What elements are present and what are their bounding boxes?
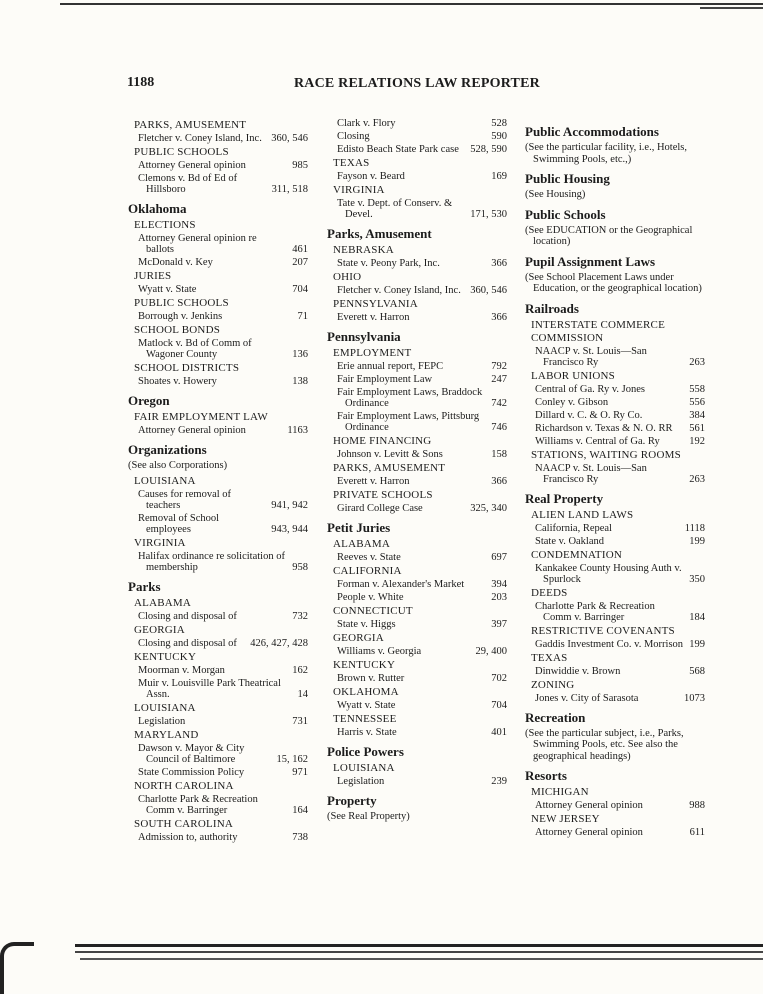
case-name: Legislation <box>337 776 385 787</box>
case-pages: 792 <box>491 361 507 372</box>
section-heading: Oregon <box>128 393 170 408</box>
case-name: Conley v. Gibson <box>535 396 609 408</box>
section-heading: Resorts <box>525 768 567 783</box>
case-entry <box>337 118 507 129</box>
case-pages: 15, 162 <box>276 753 308 765</box>
subheading: CONNECTICUT <box>333 605 413 617</box>
case-name: Wyatt v. State <box>337 700 396 711</box>
case-entry <box>138 794 308 816</box>
case-entry <box>138 489 308 511</box>
case-pages: 71 <box>297 311 308 322</box>
case-entry <box>337 449 507 460</box>
case-name: California, Repeal <box>535 522 612 534</box>
case-pages: 247 <box>491 374 507 385</box>
case-pages: 384 <box>689 409 705 421</box>
case-entry <box>138 160 308 171</box>
subheading: TEXAS <box>531 651 568 664</box>
case-entry <box>337 579 507 590</box>
case-entry <box>535 563 705 585</box>
case-name: Brown v. Rutter <box>337 673 405 684</box>
case-name: Attorney General opinion re ballots <box>138 233 257 255</box>
subheading: PARKS, AMUSEMENT <box>134 119 247 131</box>
subheading: JURIES <box>134 270 172 282</box>
case-pages: 184 <box>689 611 705 623</box>
case-entry <box>138 173 308 195</box>
case-entry <box>138 551 308 573</box>
case-pages: 461 <box>292 244 308 255</box>
subheading: PUBLIC SCHOOLS <box>134 297 229 309</box>
binder-clip-edge <box>0 942 34 994</box>
case-name: Fair Employment Law <box>337 374 433 385</box>
top-rule-short <box>700 7 763 9</box>
case-pages: 350 <box>689 573 705 585</box>
case-entry <box>337 619 507 630</box>
case-name: Clemons v. Bd of Ed of Hillsboro <box>138 173 238 195</box>
case-entry <box>138 284 308 295</box>
subheading: PENNSYLVANIA <box>333 298 418 310</box>
case-name: Williams v. Central of Ga. Ry <box>535 435 660 447</box>
case-entry <box>337 646 507 657</box>
case-entry <box>337 411 507 433</box>
case-entry <box>337 312 507 323</box>
subheading: ELECTIONS <box>134 219 196 231</box>
subheading: EMPLOYMENT <box>333 347 412 359</box>
case-pages: 325, 340 <box>470 503 507 514</box>
case-name: Attorney General opinion <box>138 425 246 436</box>
case-entry <box>337 700 507 711</box>
section-heading: Public Accommodations <box>525 124 659 139</box>
case-entry <box>337 552 507 563</box>
case-entry <box>535 436 705 447</box>
subheading: LABOR UNIONS <box>531 369 615 382</box>
case-pages: 988 <box>689 800 705 811</box>
case-name: Kankakee County Housing Auth v. Spurlock <box>535 562 682 585</box>
case-pages: 203 <box>491 592 507 603</box>
case-entry <box>337 258 507 269</box>
case-entry <box>535 827 705 838</box>
section-heading: Public Housing <box>525 171 610 186</box>
case-pages: 985 <box>292 160 308 171</box>
subheading: ALIEN LAND LAWS <box>531 508 634 521</box>
case-name: NAACP v. St. Louis—San Francisco Ry <box>535 462 647 485</box>
subheading: LOUISIANA <box>134 701 196 714</box>
case-pages: 169 <box>491 171 507 182</box>
case-entry <box>535 639 705 650</box>
case-entry <box>138 425 308 436</box>
bottom-rule-3 <box>80 958 763 960</box>
case-pages: 742 <box>491 398 507 409</box>
case-name: Closing <box>337 131 370 142</box>
case-name: Attorney General opinion <box>535 800 643 811</box>
subheading: PARKS, AMUSEMENT <box>333 462 446 474</box>
case-entry <box>337 503 507 514</box>
case-pages: 528, 590 <box>470 144 507 155</box>
case-pages: 1118 <box>684 522 705 534</box>
case-pages: 171, 530 <box>470 209 507 220</box>
case-entry <box>138 611 308 622</box>
case-entry <box>337 171 507 182</box>
case-name: State v. Higgs <box>337 619 396 630</box>
case-entry <box>138 338 308 360</box>
case-pages: 397 <box>491 619 507 630</box>
case-name: Tate v. Dept. of Conserv. & Devel. <box>337 198 453 220</box>
subheading: CALIFORNIA <box>333 565 402 577</box>
subheading: KENTUCKY <box>134 650 197 663</box>
case-pages: 1163 <box>287 425 308 436</box>
case-entry <box>535 384 705 395</box>
bottom-rule <box>75 944 763 947</box>
case-name: Dinwiddie v. Brown <box>535 665 621 677</box>
case-name: Closing and disposal of <box>138 637 237 649</box>
case-name: McDonald v. Key <box>138 257 213 268</box>
case-name: Attorney General opinion <box>535 827 643 838</box>
section-heading: Police Powers <box>327 744 404 759</box>
case-entry <box>138 767 308 778</box>
subheading: GEORGIA <box>134 623 185 636</box>
case-pages: 29, 400 <box>475 646 507 657</box>
case-pages: 360, 546 <box>470 285 507 296</box>
case-entry <box>535 397 705 408</box>
case-entry <box>535 800 705 811</box>
case-entry <box>138 743 308 765</box>
case-pages: 528 <box>491 118 507 129</box>
case-name: Causes for removal of teachers <box>138 488 232 511</box>
section-heading: Parks <box>128 578 161 594</box>
subheading: TENNESSEE <box>333 713 397 725</box>
case-pages: 192 <box>689 435 705 447</box>
case-name: Fair Employment Laws, Pittsburg Ordinance <box>337 411 480 433</box>
page-number: 1188 <box>127 75 155 90</box>
case-name: Fayson v. Beard <box>337 171 405 182</box>
section-heading: Petit Juries <box>327 520 391 535</box>
case-pages: 14 <box>297 688 308 700</box>
case-entry <box>535 693 705 704</box>
case-entry <box>535 423 705 434</box>
subheading: NEBRASKA <box>333 244 394 256</box>
case-name: Fletcher v. Coney Island, Inc. <box>138 133 262 144</box>
cross-reference-note: (See Real Property) <box>327 811 410 822</box>
case-entry <box>535 523 705 534</box>
index-column-1 <box>128 118 308 845</box>
index-column-2 <box>327 118 507 826</box>
case-pages: 426, 427, 428 <box>250 637 308 649</box>
case-pages: 207 <box>292 257 308 268</box>
case-entry <box>337 198 507 220</box>
case-name: Central of Ga. Ry v. Jones <box>535 383 646 395</box>
case-entry <box>138 311 308 322</box>
case-name: State v. Oakland <box>535 535 605 547</box>
subheading: TEXAS <box>333 157 370 169</box>
case-pages: 138 <box>292 376 308 387</box>
section-heading: Pupil Assignment Laws <box>525 253 656 269</box>
case-pages: 556 <box>689 396 705 408</box>
section-heading: Property <box>327 793 377 808</box>
case-pages: 738 <box>292 831 308 843</box>
case-entry <box>337 673 507 684</box>
case-entry <box>337 387 507 409</box>
case-pages: 941, 942 <box>271 499 308 511</box>
case-name: Richardson v. Texas & N. O. RR <box>535 422 673 434</box>
case-name: Everett v. Harron <box>337 476 410 487</box>
subheading: ALABAMA <box>333 538 391 550</box>
subheading: RESTRICTIVE COVENANTS <box>531 624 675 637</box>
case-entry <box>337 592 507 603</box>
case-entry <box>535 410 705 421</box>
case-pages: 568 <box>689 665 705 677</box>
case-entry <box>138 638 308 649</box>
case-pages: 366 <box>491 258 507 269</box>
subheading: FAIR EMPLOYMENT LAW <box>134 411 268 423</box>
section-heading: Recreation <box>525 709 586 725</box>
case-pages: 263 <box>689 473 705 485</box>
subheading: NORTH CAROLINA <box>134 779 234 792</box>
case-entry <box>337 285 507 296</box>
subheading: HOME FINANCING <box>333 435 432 447</box>
subheading: VIRGINIA <box>134 536 186 549</box>
case-name: Forman v. Alexander's Market <box>337 579 465 590</box>
section-heading: Railroads <box>525 300 579 316</box>
section-heading: Public Schools <box>525 206 606 222</box>
subheading: VIRGINIA <box>333 184 385 196</box>
case-name: Shoates v. Howery <box>138 376 217 387</box>
case-name: Charlotte Park & Recreation Comm v. Barringer <box>535 600 655 623</box>
case-entry <box>337 131 507 142</box>
cross-reference-note: (See School Placement Laws under Education, or the geographical location) <box>525 271 702 294</box>
subheading: KENTUCKY <box>333 659 396 671</box>
subheading: CONDEMNATION <box>531 548 623 561</box>
case-entry <box>337 144 507 155</box>
case-entry <box>138 832 308 843</box>
case-pages: 704 <box>292 284 308 295</box>
subheading: PUBLIC SCHOOLS <box>134 146 229 158</box>
case-pages: 311, 518 <box>271 184 308 195</box>
subheading: NEW JERSEY <box>531 813 600 825</box>
case-entry <box>138 133 308 144</box>
case-entry <box>535 463 705 485</box>
case-pages: 702 <box>491 673 507 684</box>
case-name: Muir v. Louisville Park Theatrical Assn. <box>138 677 281 700</box>
case-pages: 971 <box>292 766 308 778</box>
case-name: Legislation <box>138 715 186 727</box>
bottom-rule-2 <box>75 951 763 953</box>
cross-reference-note: (See the particular facility, i.e., Hotels, Swimming Pools, etc.,) <box>525 142 688 165</box>
case-entry <box>138 376 308 387</box>
case-pages: 162 <box>292 664 308 676</box>
case-name: NAACP v. St. Louis—San Francisco Ry <box>535 345 647 368</box>
case-pages: 164 <box>292 804 308 816</box>
running-title: RACE RELATIONS LAW REPORTER <box>294 76 540 91</box>
case-name: People v. White <box>337 592 404 603</box>
case-name: Harris v. State <box>337 727 397 738</box>
subheading: SCHOOL BONDS <box>134 324 221 336</box>
subheading: LOUISIANA <box>134 474 196 487</box>
case-pages: 731 <box>292 715 308 727</box>
case-entry <box>535 601 705 623</box>
case-name: Gaddis Investment Co. v. Morrison <box>535 638 684 650</box>
case-pages: 697 <box>491 552 507 563</box>
case-pages: 239 <box>491 776 507 787</box>
case-entry <box>138 257 308 268</box>
case-pages: 943, 944 <box>271 523 308 535</box>
case-entry <box>337 361 507 372</box>
case-name: Attorney General opinion <box>138 160 246 171</box>
case-name: Johnson v. Levitt & Sons <box>337 449 443 460</box>
subheading: MARYLAND <box>134 728 199 741</box>
index-column-3 <box>525 118 705 840</box>
subheading: SOUTH CAROLINA <box>134 817 234 830</box>
cross-reference-note: (See the particular subject, i.e., Parks, Swimming Pools, etc. See also the geographical headings) <box>525 727 684 762</box>
case-entry <box>138 513 308 535</box>
case-pages: 611 <box>689 827 705 838</box>
subheading: GEORGIA <box>333 632 384 644</box>
case-entry <box>138 716 308 727</box>
case-pages: 366 <box>491 312 507 323</box>
case-entry <box>337 476 507 487</box>
case-name: Moorman v. Morgan <box>138 664 225 676</box>
case-entry <box>138 233 308 255</box>
case-name: Wyatt v. State <box>138 284 197 295</box>
subheading: PRIVATE SCHOOLS <box>333 489 433 501</box>
case-pages: 263 <box>689 356 705 368</box>
case-entry <box>337 374 507 385</box>
case-name: Removal of School employees <box>138 512 220 535</box>
case-entry <box>138 678 308 700</box>
case-entry <box>535 536 705 547</box>
case-name: Girard College Case <box>337 503 423 514</box>
top-rule <box>60 3 763 5</box>
case-name: Erie annual report, FEPC <box>337 361 444 372</box>
cross-reference-note: (See Housing) <box>525 189 586 200</box>
subheading: OKLAHOMA <box>333 686 399 698</box>
subheading: SCHOOL DISTRICTS <box>134 362 240 374</box>
case-pages: 394 <box>491 579 507 590</box>
case-name: Charlotte Park & Recreation Comm v. Barringer <box>138 793 258 816</box>
case-pages: 558 <box>689 383 705 395</box>
case-name: Halifax ordinance re solicitation of membership <box>138 550 285 573</box>
subheading: STATIONS, WAITING ROOMS <box>531 448 681 461</box>
case-pages: 360, 546 <box>271 133 308 144</box>
case-name: Edisto Beach State Park case <box>337 144 459 155</box>
subheading: ALABAMA <box>134 596 192 609</box>
case-name: Everett v. Harron <box>337 312 410 323</box>
case-pages: 1073 <box>684 692 705 704</box>
case-entry <box>337 727 507 738</box>
section-heading: Real Property <box>525 490 604 506</box>
section-heading: Pennsylvania <box>327 329 401 344</box>
case-name: Closing and disposal of <box>138 610 237 622</box>
case-name: Borrough v. Jenkins <box>138 311 223 322</box>
subheading: DEEDS <box>531 586 568 599</box>
case-pages: 136 <box>292 349 308 360</box>
case-name: Jones v. City of Sarasota <box>535 692 639 704</box>
case-name: Admission to, authority <box>138 831 238 843</box>
subheading: OHIO <box>333 271 362 283</box>
case-pages: 158 <box>491 449 507 460</box>
section-heading: Parks, Amusement <box>327 226 432 241</box>
case-pages: 561 <box>689 422 705 434</box>
subheading: ZONING <box>531 678 575 691</box>
case-entry <box>337 776 507 787</box>
case-entry <box>535 666 705 677</box>
case-pages: 199 <box>689 638 705 650</box>
case-name: State Commission Policy <box>138 766 245 778</box>
case-entry <box>138 665 308 676</box>
cross-reference-note: (See EDUCATION or the Geographical location) <box>525 224 693 247</box>
case-name: Matlock v. Bd of Comm of Wagoner County <box>138 338 252 360</box>
case-pages: 746 <box>491 422 507 433</box>
case-pages: 704 <box>491 700 507 711</box>
section-heading: Organizations <box>128 442 207 457</box>
case-pages: 199 <box>689 535 705 547</box>
case-name: Williams v. Georgia <box>337 646 422 657</box>
case-entry <box>535 346 705 368</box>
case-name: Clark v. Flory <box>337 118 396 129</box>
case-pages: 732 <box>292 610 308 622</box>
case-name: Fair Employment Laws, Braddock Ordinance <box>337 387 483 409</box>
cross-reference-note: (See also Corporations) <box>128 460 228 471</box>
case-name: Dillard v. C. & O. Ry Co. <box>535 409 643 421</box>
case-pages: 590 <box>491 131 507 142</box>
subheading: LOUISIANA <box>333 762 395 774</box>
case-pages: 366 <box>491 476 507 487</box>
subheading: MICHIGAN <box>531 786 589 798</box>
case-name: State v. Peony Park, Inc. <box>337 258 440 269</box>
case-name: Dawson v. Mayor & City Council of Baltimore <box>138 742 245 765</box>
case-pages: 958 <box>292 561 308 573</box>
section-heading: Oklahoma <box>128 201 187 216</box>
case-name: Fletcher v. Coney Island, Inc. <box>337 285 461 296</box>
case-name: Reeves v. State <box>337 552 401 563</box>
case-pages: 401 <box>491 727 507 738</box>
subheading: INTERSTATE COMMERCE COMMISSION <box>531 318 666 344</box>
